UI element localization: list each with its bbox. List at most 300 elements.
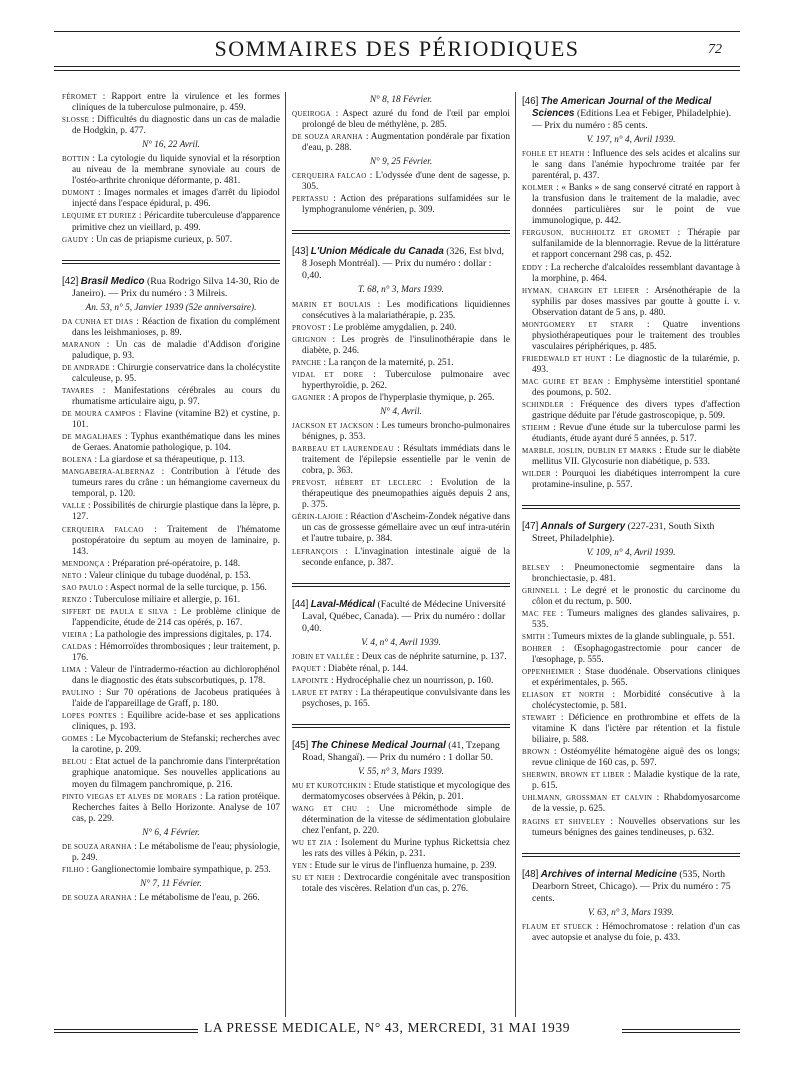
article-title: : Les tumeurs broncho-pulmonaires bénignes, p. 353. xyxy=(302,420,510,443)
issue-heading: N° 7, 11 Février. xyxy=(140,878,202,889)
article-title: : Etude statistique et mycologique des dermatomycoses observées à Pékin, p. 201. xyxy=(302,780,510,802)
article-title: : La recherche d'alcaloïdes ressemblant davantage à la morphine, p. 464. xyxy=(532,262,740,284)
article-title: : Rhabdomyosarcome de la vessie, p. 625. xyxy=(532,793,740,815)
article-title: : Tuberculose pulmonaire avec hyperthyroïdie, p. 262. xyxy=(302,369,510,391)
issue-heading: V. 197, n° 4, Avril 1939. xyxy=(586,135,676,145)
article-entry xyxy=(62,501,280,523)
article-title: : Les modifications liquidiennes consécutives à la malariathérapie, p. 235. xyxy=(302,299,510,321)
article-title: : La rançon de la maternité, p. 251. xyxy=(323,357,454,368)
issue-heading: V. 109, n° 4, Avril 1939. xyxy=(586,548,676,559)
article-authors: MARBLE, JOSLIN, DUBLIN ET MARKS xyxy=(522,447,657,456)
article-entry xyxy=(292,323,510,334)
article-title: : Quatre inventions physiothérapeutiques pour le traitement des troubles vasculaires périphériques, p. 485. xyxy=(532,319,740,352)
journal-details: (227-231, South Sixth Street, Philadelphie). xyxy=(532,521,715,545)
article-entry xyxy=(522,354,740,376)
article-entry xyxy=(62,211,280,233)
journal-details: (Rua Rodrigo Silva 14-30, Rio de Janeiro). — Prix du numéro : 3 Milreis. xyxy=(72,275,280,299)
article-authors: SU ET NIEH xyxy=(292,874,335,883)
article-authors: PREVOST, HÉBERT ET LECLERC xyxy=(292,479,422,488)
journal-name: Archives of internal Medicine xyxy=(540,868,677,880)
article-title: : Le problème amygdalien, p. 240. xyxy=(328,322,457,333)
article-entry xyxy=(292,171,510,193)
article-authors: CERQUEIRA FALCAO xyxy=(62,525,144,534)
article-authors: MARANON xyxy=(62,340,101,349)
article-title: : L'odyssée d'une dent de sagesse, p. 305. xyxy=(302,171,510,193)
article-title: : Stase duodénale. Observations cliniques et expérimentales, p. 565. xyxy=(532,666,740,688)
article-authors: WU ET ZIA xyxy=(292,839,332,848)
article-authors: MONTGOMERY ET STARR xyxy=(522,320,634,329)
article-entry xyxy=(522,469,740,491)
article-title: : Deux cas de néphrite saturnine, p. 137. xyxy=(356,651,507,662)
article-authors: BOHRER xyxy=(522,644,553,653)
page-header xyxy=(54,36,740,64)
article-authors: SMITH xyxy=(522,632,546,641)
journal-heading xyxy=(292,740,510,764)
section-separator xyxy=(522,505,740,509)
column-middle xyxy=(292,92,510,1017)
article-entry xyxy=(62,467,280,500)
article-entry xyxy=(62,865,280,876)
journal-number: [44] xyxy=(292,598,309,610)
article-entry xyxy=(62,559,280,570)
journal-number: [43] xyxy=(292,246,309,258)
page-number: 72 xyxy=(708,42,722,57)
article-entry xyxy=(522,609,740,631)
article-title: : Dextrocardie congénitale avec transposition totale des viscères. Relation d'un cas, p. 276. xyxy=(302,873,510,895)
article-authors: FILHO xyxy=(62,865,85,874)
article-authors: DUMONT xyxy=(62,189,95,198)
article-authors: CALDAS xyxy=(62,642,92,651)
article-title: : Un cas de maladie d'Addison d'origine paludique, p. 93. xyxy=(72,339,280,361)
article-title: : A propos de l'hyperplasie thymique, p. 265. xyxy=(327,392,495,403)
article-entry xyxy=(62,235,280,246)
article-entry xyxy=(522,183,740,227)
article-entry xyxy=(292,335,510,357)
article-entry xyxy=(522,632,740,643)
article-title: : Le degré et le pronostic du carcinome du côlon et du rectum, p. 500. xyxy=(532,585,740,607)
section-separator xyxy=(292,583,510,587)
article-authors: WILDER xyxy=(522,470,552,479)
article-authors: MARIN ET BOULAIS xyxy=(292,300,371,309)
article-entry xyxy=(62,525,280,558)
article-authors: UHLMANN, GROSSMAN ET CALVIN xyxy=(522,794,653,803)
article-title: : « Banks » de sang conservé citraté en rapport à la transfusion dans le traitement de la maladie, avec données particulières sur le point de vue immunologique, p. 442. xyxy=(532,183,740,227)
article-authors: TAVARES xyxy=(62,386,95,395)
article-title: : Pourquoi les diabétiques interrompent la cure protamine-insuline, p. 557. xyxy=(532,469,740,491)
article-entry xyxy=(522,263,740,285)
article-authors: MAC GUIRE ET BEAN xyxy=(522,377,604,386)
article-authors: BELOU xyxy=(62,758,87,767)
article-authors: KOLMER xyxy=(522,184,554,193)
journal-number: [46] xyxy=(522,96,539,107)
article-authors: DE MOURA CAMPOS xyxy=(62,410,136,419)
article-authors: JOBIN ET VALLÉE xyxy=(292,652,355,661)
section-separator xyxy=(522,853,740,857)
article-entry xyxy=(62,757,280,790)
article-title: : La pathologie des impressions digitales, p. 174. xyxy=(89,629,272,640)
article-title: : Un cas de priapisme curieux, p. 507. xyxy=(91,234,233,245)
article-title: : Action des préparations sulfamidées sur le lymphogranulome vénérien, p. 309. xyxy=(302,194,510,216)
article-authors: MANGABEIRA-ALBERNAZ xyxy=(62,468,155,477)
article-entry xyxy=(292,478,510,511)
article-authors: STIEHM xyxy=(522,424,550,433)
article-entry xyxy=(292,676,510,687)
article-authors: CERQUEIRA FALCAO xyxy=(292,172,367,181)
article-authors: FRIEDEWALD ET HUNT xyxy=(522,354,606,363)
issue-heading: N° 16, 22 Avril. xyxy=(141,140,201,151)
article-entry xyxy=(522,817,740,839)
article-title: : Préparation pré-opératoire, p. 148. xyxy=(107,558,241,569)
issue-heading: N° 9, 25 Février. xyxy=(369,157,433,168)
article-authors: HYMAN, CHARGIN ET LEIFER xyxy=(522,286,640,295)
article-entry xyxy=(522,320,740,353)
article-authors: VALLE xyxy=(62,502,86,511)
journal-name: Annals of Surgery xyxy=(540,521,626,533)
article-authors: FLAUM ET STUECK xyxy=(522,922,593,931)
article-title: : Ganglionectomie lombaire sympathique, p. 253. xyxy=(86,864,271,875)
journal-heading xyxy=(292,246,510,282)
journal-name: Laval-Médical xyxy=(310,598,376,610)
article-entry xyxy=(522,713,740,746)
journal-details: (535, North Dearborn Street, Chicago). — Prix du numéro : 75 cents. xyxy=(532,868,731,904)
article-title: : Hydrocéphalie chez un nourrisson, p. 160. xyxy=(330,675,494,686)
article-entry xyxy=(62,842,280,864)
issue-heading: V. 4, n° 4, Avril 1939. xyxy=(361,637,441,648)
article-authors: JACKSON ET JACKSON xyxy=(292,421,374,430)
article-entry xyxy=(62,92,280,114)
article-title: : Influence des sels acides et alcalins sur le sang dans l'anémie hypochrome traitée par fer parentéral, p. 437. xyxy=(532,149,740,182)
article-title: : Les progrès de l'insulinothérapie dans le diabète, p. 246. xyxy=(302,334,510,356)
article-authors: MENDONÇA xyxy=(62,559,105,568)
article-entry xyxy=(522,747,740,769)
journal-heading xyxy=(522,521,740,545)
article-entry xyxy=(292,781,510,803)
journal-number: [47] xyxy=(522,521,539,533)
article-title: : La cytologie du liquide synovial et la résorption au niveau de la membrane synoviale au cours de l'ostéo-arthrite chronique déformante, p. 481. xyxy=(72,154,280,187)
article-title: : Péricardite tuberculeuse d'apparence primitive chez un vieillard, p. 499. xyxy=(72,211,280,233)
footer-text: LA PRESSE MEDICALE, N° 43, MERCREDI, 31 MAI 1939 xyxy=(204,1020,571,1035)
journal-name: The Chinese Medical Journal xyxy=(310,739,446,751)
article-entry xyxy=(522,793,740,815)
article-authors: SHERWIN, BROWN ET LIBER xyxy=(522,771,625,780)
column-divider xyxy=(515,92,516,1017)
article-entry xyxy=(62,642,280,664)
column-divider xyxy=(285,92,286,1017)
article-authors: GÉRIN-LAJOIE xyxy=(292,513,344,522)
article-authors: FERGUSON, BUCHHOLTZ ET GROMET xyxy=(522,229,671,238)
article-title: : La ration protéique. Recherches faites à Bello Horizonte. Analyse de 107 cas, p. 229. xyxy=(72,791,280,824)
journal-number: [48] xyxy=(522,868,539,880)
article-entry xyxy=(522,228,740,261)
article-entry xyxy=(62,188,280,210)
article-title: : Equilibre acide-base et ses applications cliniques, p. 193. xyxy=(72,711,280,733)
article-authors: EDDY xyxy=(522,263,543,272)
article-title: : Traitement de l'hématome postopératoire du septum au moyen de laminaire, p. 143. xyxy=(72,524,280,557)
article-entry xyxy=(62,792,280,825)
article-entry xyxy=(292,873,510,895)
article-title: : Images normales et images d'arrêt du lipiodol injecté dans l'espace épidural, p. 496. xyxy=(72,188,280,210)
issue-heading: V. 55, n° 3, Mars 1939. xyxy=(358,766,444,777)
article-entry xyxy=(522,922,740,944)
article-entry xyxy=(522,400,740,422)
article-title: : Difficultés du diagnostic dans un cas de maladie de Hodgkin, p. 477. xyxy=(72,115,280,137)
article-authors: RENZO xyxy=(62,595,87,604)
article-entry xyxy=(292,358,510,369)
article-title: : Hémochromatose : relation d'un cas avec autopsie et analyse du foie, p. 433. xyxy=(532,921,740,943)
article-authors: NETO xyxy=(62,571,82,580)
article-title: : Typhus exanthématique dans les mines de Geraes. Anatomie pathologique, p. 104. xyxy=(72,432,280,454)
article-title: : Possibilités de chirurgie plastique dans la lèpre, p. 127. xyxy=(72,501,280,523)
article-title: : Maladie kystique de la rate, p. 615. xyxy=(532,770,740,792)
article-entry xyxy=(292,652,510,663)
article-title: : Le problème clinique de l'appendicite, étude de 214 cas opérés, p. 167. xyxy=(72,606,280,628)
article-entry xyxy=(62,607,280,629)
section-separator xyxy=(292,724,510,728)
journal-name: L'Union Médicale du Canada xyxy=(310,246,444,258)
article-authors: ELIASON ET NORTH xyxy=(522,691,605,700)
article-entry xyxy=(292,664,510,675)
header-top-rule xyxy=(54,31,740,32)
article-entry xyxy=(292,370,510,392)
article-title: : Tumeurs mixtes de la glande sublinguale, p. 551. xyxy=(547,631,735,642)
article-title: : Tumeurs malignes des glandes salivaires, p. 535. xyxy=(532,608,740,630)
article-entry xyxy=(62,571,280,582)
article-entry xyxy=(522,377,740,399)
article-title: : Résultats immédiats dans le traitement de l'épilepsie essentielle par le venin de cobra, p. 363. xyxy=(302,444,510,477)
issue-heading: An. 53, n° 5, Janvier 1939 (52e anniversaire). xyxy=(85,302,257,313)
article-title: : Diabète rénal, p. 144. xyxy=(323,663,409,674)
article-title: : Augmentation pondérale par fixation d'eau, p. 288. xyxy=(302,132,510,154)
article-entry xyxy=(292,300,510,322)
article-entry xyxy=(62,115,280,137)
article-title: : Chirurgie conservatrice dans la cholécystite calculeuse, p. 95. xyxy=(72,362,280,384)
article-authors: SLOSSE xyxy=(62,116,90,125)
article-entry xyxy=(292,838,510,860)
article-authors: GRINNELL xyxy=(522,586,560,595)
article-authors: RAGINS ET SHIVELEY xyxy=(522,817,606,826)
article-title: : Manifestations cérébrales au cours du rhumatisme articulaire aigu, p. 97. xyxy=(72,385,280,407)
article-entry xyxy=(292,547,510,569)
article-title: : Œsophagogastrectomie pour cancer de l'œsophage, p. 555. xyxy=(532,643,740,665)
article-title: : Rapport entre la virulence et les formes cliniques de la tuberculose pulmonaire, p. 459. xyxy=(72,92,280,114)
article-title: : Réaction d'Ascheim-Zondek négative dans un cas de grossesse gémellaire avec un œuf intra-utérin et l'autre tubaire, p. 384. xyxy=(302,512,510,545)
article-entry xyxy=(522,149,740,182)
article-title: : Nouvelles observations sur les tumeurs bénignes des gaines tendineuses, p. 632. xyxy=(532,816,740,838)
article-title: : Une microméthode simple de détermination de la vitesse de sédimentation globulaire chez l'enfant, p. 220. xyxy=(302,804,510,837)
journal-number: [45] xyxy=(292,739,309,751)
article-entry xyxy=(522,446,740,468)
article-authors: LIMA xyxy=(62,666,82,675)
issue-heading: T. 68, n° 3, Mars 1939. xyxy=(358,285,444,296)
article-authors: PAULINO xyxy=(62,689,95,698)
page-footer xyxy=(54,1020,740,1040)
article-entry xyxy=(292,132,510,154)
article-title: : Evolution de la thérapeutique des pneumopathies aiguës depuis 2 ans, p. 375. xyxy=(302,478,510,511)
article-entry xyxy=(522,690,740,712)
article-entry xyxy=(522,286,740,319)
journal-details: (326, Est blvd, 8 Joseph Montréal). — Prix du numéro : dollar : 0,40. xyxy=(302,246,504,282)
journal-heading xyxy=(292,599,510,635)
article-entry xyxy=(522,644,740,666)
article-authors: SAO PAULO xyxy=(62,583,104,592)
article-entry xyxy=(522,563,740,585)
article-entry xyxy=(62,409,280,431)
article-entry xyxy=(62,688,280,710)
article-entry xyxy=(292,861,510,872)
article-title: : Etude sur le virus de l'influenza humaine, p. 239. xyxy=(309,861,497,872)
article-entry xyxy=(62,711,280,733)
article-entry xyxy=(522,770,740,792)
footer-rule-left xyxy=(54,1029,198,1033)
article-title: : Ostéomyélite hématogène aiguë des os longs; revue clinique de 160 cas, p. 597. xyxy=(532,747,740,769)
article-authors: LEFRANÇOIS xyxy=(292,547,339,556)
journal-name: The American Journal of the Medical Sciences xyxy=(532,96,712,119)
article-entry xyxy=(62,386,280,408)
article-authors: VIDAL ET DORE xyxy=(292,370,364,379)
column-right xyxy=(522,92,740,1017)
article-title: : Le métabolisme de l'eau; physiologie, p. 249. xyxy=(72,841,280,863)
article-authors: GOMES xyxy=(62,735,89,744)
article-entry xyxy=(62,455,280,466)
article-title: : Tuberculose miliaire et allergie, p. 161. xyxy=(89,594,241,605)
article-title: : L'invagination intestinale aiguë de la seconde enfance, p. 387. xyxy=(302,546,510,568)
article-authors: DE SOUZA ARANHA xyxy=(62,842,132,851)
article-entry xyxy=(522,423,740,445)
journal-name: Brasil Medico xyxy=(80,275,145,287)
article-entry xyxy=(292,109,510,131)
journal-number: [42] xyxy=(62,275,79,287)
article-authors: SIFFERT DE PAULA E SILVA xyxy=(62,607,169,616)
article-authors: PAQUET xyxy=(292,664,321,673)
article-title: : Le Mycobacterium de Stefanski; recherches avec la carotine, p. 209. xyxy=(72,734,280,756)
article-entry xyxy=(62,317,280,339)
article-title: : Isolement du Murine typhus Rickettsia chez les rats des villes à Pékin, p. 231. xyxy=(302,838,510,860)
article-authors: DE SOUZA ARANHA xyxy=(62,893,132,902)
article-authors: BROWN xyxy=(522,748,550,757)
article-title: : Le métabolisme de l'eau, p. 266. xyxy=(134,892,260,903)
article-authors: FÉROMET xyxy=(62,93,97,101)
journal-details: (Editions Lea et Febiger, Philadelphie). — Prix du numéro : 85 cents. xyxy=(532,108,732,131)
article-authors: WANG ET CHU xyxy=(292,805,358,814)
article-title: : Déficience en prothrombine et effets de la vitamine K dans l'ictère par rétention et la fistule biliaire, p. 588. xyxy=(532,713,740,746)
article-title: : Valeur de l'intradermo-réaction au dichlorophénol dans le diagnostic des états subscorbutiques, p. 178. xyxy=(72,665,280,687)
page-title: SOMMAIRES DES PÉRIODIQUES xyxy=(214,36,580,61)
journal-heading xyxy=(62,276,280,300)
article-entry xyxy=(522,667,740,689)
article-title: : Réaction de fixation du complément dans les leishmanioses, p. 89. xyxy=(72,316,280,338)
article-title: : La thérapeutique convulsivante dans les psychoses, p. 165. xyxy=(302,687,510,709)
article-authors: DE SOUZA ARANHA xyxy=(292,133,363,142)
article-title: : Hémorroïdes thrombosiques ; leur traitement, p. 176. xyxy=(72,641,280,664)
article-entry xyxy=(292,194,510,216)
article-authors: LARUE ET PATRY xyxy=(292,688,353,697)
article-entry xyxy=(62,583,280,594)
article-authors: DE MAGALHAES xyxy=(62,433,122,442)
article-title: : Aspect normal de la selle turcique, p. 156. xyxy=(105,582,267,593)
article-authors: YEN xyxy=(292,862,308,871)
article-authors: LOPES PONTES xyxy=(62,712,117,721)
article-title: : Valeur clinique du tubage duodénal, p. 153. xyxy=(84,570,251,581)
article-authors: BOLENA xyxy=(62,456,93,465)
article-entry xyxy=(62,665,280,687)
column-left xyxy=(62,92,280,1017)
article-title: : Le diagnostic de la tularémie, p. 493. xyxy=(532,353,740,375)
article-entry xyxy=(292,444,510,477)
article-authors: DE ANDRADE xyxy=(62,363,110,372)
article-title: : Arsénothérapie de la syphilis par doses massives par goutte à goutte i. v. Observation datant de 5 ans, p. 480. xyxy=(532,285,740,318)
article-authors: BELSEY xyxy=(522,563,551,572)
journal-heading xyxy=(522,869,740,905)
article-title: : Pneumonectomie segmentaire dans la bronchiectasie, p. 481. xyxy=(532,562,740,584)
issue-heading: N° 6, 4 Février. xyxy=(142,827,200,838)
journal-details: (41, Tzepang Road, Shangaï). — Prix du numéro : 1 dollar 50. xyxy=(302,739,500,763)
issue-heading: V. 63, n° 3, Mars 1939. xyxy=(588,907,674,918)
article-title: : Thérapie par sulfanilamide de la blennorragie. Revue de la littérature et rapport concernant 298 cas, p. 452. xyxy=(532,228,740,261)
journal-heading xyxy=(522,96,740,132)
article-authors: GAGNIER xyxy=(292,393,326,402)
article-entry xyxy=(292,688,510,710)
article-authors: BOTTIN xyxy=(62,155,90,164)
article-entry xyxy=(62,893,280,904)
article-entry xyxy=(62,595,280,606)
article-title: : Etude sur le diabète mellitus VII. Glycosurie non diabétique, p. 533. xyxy=(532,446,740,468)
article-authors: VIEIRA xyxy=(62,630,88,639)
article-title: : Sur 70 opérations de Jacobeus pratiquées à l'aide de l'appareillage de Graff, p. 180. xyxy=(72,688,280,710)
article-entry xyxy=(62,432,280,454)
article-entry xyxy=(292,393,510,404)
article-authors: GRIGNON xyxy=(292,335,327,344)
article-entry xyxy=(62,363,280,385)
article-title: : La giardose et sa thérapeutique, p. 113. xyxy=(94,455,245,466)
article-entry xyxy=(62,154,280,187)
article-authors: PROVOST xyxy=(292,323,326,332)
journal-details: (Faculté de Médecine Université Laval, Québec, Canada). — Prix du numéro : dollar 0,40. xyxy=(302,598,506,634)
article-authors: LEQUIME ET DURIEZ xyxy=(62,212,137,221)
article-title: : Emphysème interstitiel spontané des poumons, p. 502. xyxy=(532,376,740,399)
article-entry xyxy=(292,421,510,443)
article-entry xyxy=(62,734,280,756)
article-title: : Revue d'une étude sur la tuberculose parmi les étudiants, étude ayant duré 5 années, p. 517. xyxy=(532,423,740,445)
article-authors: SCHINDLER xyxy=(522,401,564,410)
article-authors: MU ET KUROTCHKIN xyxy=(292,781,367,790)
section-separator xyxy=(62,260,280,264)
issue-heading: N° 8, 18 Février. xyxy=(369,95,433,105)
article-authors: FOHLE ET HEATH xyxy=(522,150,585,159)
article-authors: PERTASSU xyxy=(292,195,329,204)
article-authors: DA CUNHA ET DIAS xyxy=(62,317,134,326)
article-entry xyxy=(62,340,280,362)
article-title: : Flavine (vitamine B2) et cystine, p. 101. xyxy=(72,409,280,431)
article-title: : Etat actuel de la panchromie dans l'interprétation graphique anatomique. Ses nouvelles applications au moyen du filmagem panchromique, p. 216. xyxy=(72,757,280,790)
article-title: : Aspect azuré du fond de l'œil par emploi prolongé de bleu de méthylène, p. 285. xyxy=(302,109,510,131)
article-entry xyxy=(522,586,740,608)
article-authors: MAC FEE xyxy=(522,609,557,618)
article-entry xyxy=(292,804,510,837)
article-title: : Contribution à l'étude des tumeurs rares du crâne : un hémangiome caverneux du temporal, p. 120. xyxy=(72,467,280,500)
article-authors: PINTO VIEGAS ET ALVES DE MORAES xyxy=(62,792,198,801)
footer-rule-right xyxy=(622,1029,740,1033)
article-entry xyxy=(62,630,280,641)
article-authors: OPPENHEIMER xyxy=(522,667,575,676)
issue-heading: N° 4, Avril. xyxy=(380,406,422,417)
section-separator xyxy=(292,230,510,234)
article-authors: GAUDY xyxy=(62,235,89,244)
article-title: : Morbidité consécutive à la cholécystectomie, p. 581. xyxy=(532,690,740,712)
article-title: : Fréquence des divers types d'affection gastrique déduite par l'étude gastroscopique, p. 509. xyxy=(532,400,740,422)
article-authors: QUEIROGA xyxy=(292,110,331,119)
article-entry xyxy=(292,512,510,545)
article-authors: BARBEAU ET LAURENDEAU xyxy=(292,445,394,454)
